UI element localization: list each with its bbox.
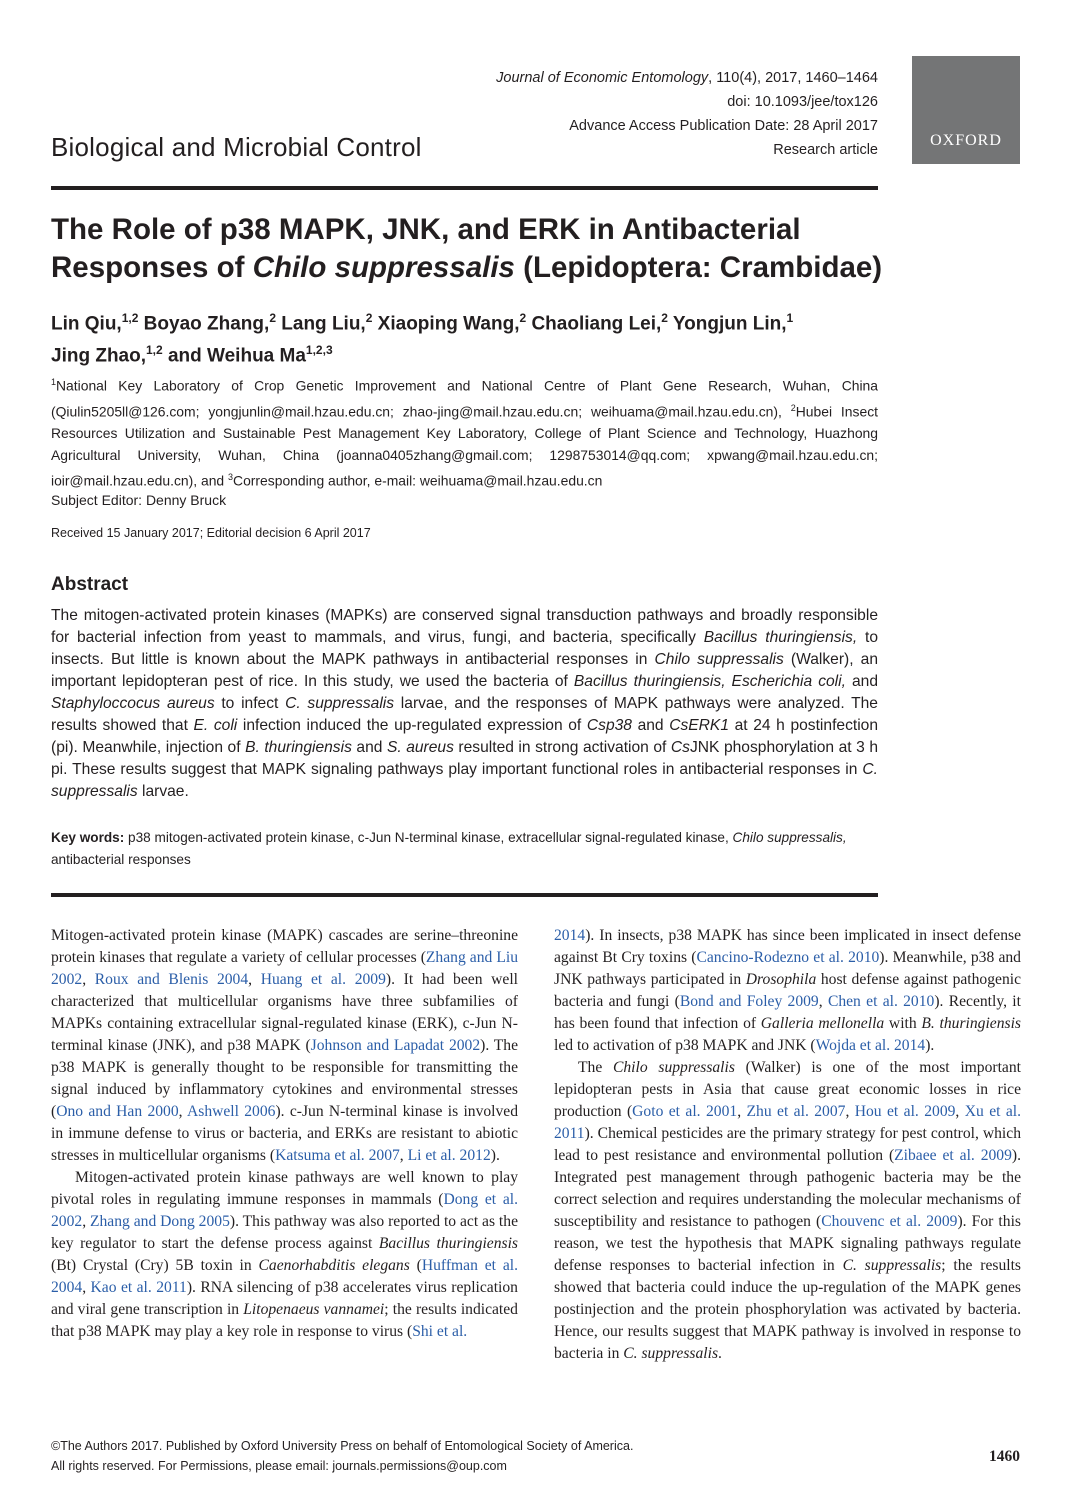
title-species: Chilo suppressalis xyxy=(252,251,515,284)
italic-term: C. suppressalis xyxy=(51,761,878,800)
italic-term: B. thuringiensis xyxy=(921,1015,1021,1032)
italic-term: Csp38 xyxy=(586,717,632,734)
italic-term: Staphyloccocus aureus xyxy=(51,695,215,712)
text-run: ; the results showed that bacteria could induce the up-regulation of the MAPK genes postinjection and the protein phosphorylation was activated by bacteria. Hence, our results suggest that MAPK pathway is involved in response to bacteria in xyxy=(554,1257,1021,1362)
citation-link[interactable]: Chouvenc et al. 2009 xyxy=(821,1213,958,1230)
citation-link[interactable]: 2014 xyxy=(554,927,586,944)
author: Xiaoping Wang, xyxy=(372,313,520,335)
body-paragraph xyxy=(554,925,1021,1057)
text-run: , xyxy=(248,971,261,988)
keywords-rest: antibacterial responses xyxy=(51,852,191,867)
text-run: ). It had been well characterized that multicellular organisms have three subfamilies of MAPKs containing extracellular signal-regulated kinase (ERK), c-Jun N-terminal kinase (JNK), and p38 MAPK ( xyxy=(51,971,519,1054)
citation-link[interactable]: Li et al. 2012 xyxy=(407,1147,491,1164)
author-affiliation-marker: 1,2 xyxy=(146,343,163,358)
italic-term: Galleria mellonella xyxy=(760,1015,885,1032)
header-rule xyxy=(51,186,878,190)
text-run: ). xyxy=(925,1037,935,1054)
citation-link[interactable]: Wojda et al. 2014 xyxy=(815,1037,926,1054)
text-run: The xyxy=(578,1059,613,1076)
author-affiliation-marker: 1,2,3 xyxy=(305,343,333,358)
affiliation-2: Hubei Insect Resources Utilization and Sustainable Pest Management Key Laboratory, College of Plant Science and Technology, Huazhong Agricultural University, Wuhan, China (joanna0405zhang@gmail.com; 1298753014@qq.com; xpwang@mail.hzau.edu.cn; ioir@mail.hzau.edu.cn), and xyxy=(51,403,878,489)
journal-citation xyxy=(440,66,878,90)
citation-link[interactable]: Zhang and Dong 2005 xyxy=(89,1213,230,1230)
text-run: and xyxy=(631,717,670,734)
journal-meta xyxy=(440,66,878,162)
author-affiliation-marker: 2 xyxy=(365,311,373,325)
footer-copyright xyxy=(51,1436,633,1476)
italic-term: Drosophila xyxy=(745,971,817,988)
author-affiliation-marker: 1 xyxy=(786,311,794,325)
subject-editor: Subject Editor: Denny Bruck xyxy=(51,492,227,508)
author-affiliation-marker: 2 xyxy=(519,311,527,325)
text-run: resulted in strong activation of xyxy=(453,739,671,756)
body-column-right xyxy=(554,925,1021,1365)
citation-link[interactable]: Chen et al. 2010 xyxy=(827,993,935,1010)
affiliation-marker: 1 xyxy=(51,377,57,387)
keywords-label: Key words: xyxy=(51,830,125,845)
doi[interactable]: doi: 10.1093/jee/tox126 xyxy=(727,94,878,110)
text-run: (Walker) is one of the most important lepidopteran pests in Asia that cause great economic losses in rice production ( xyxy=(554,1059,1021,1120)
received-dates: Received 15 January 2017; Editorial decision 6 April 2017 xyxy=(51,526,371,540)
text-run: ). For this reason, we test the hypothesis that MAPK signaling pathways regulate defense responses to bacterial infection in xyxy=(554,1213,1021,1274)
text-run: Mitogen-activated protein kinase pathways are well known to play pivotal roles in regulating immune responses in mammals ( xyxy=(51,1169,518,1208)
keywords xyxy=(51,827,878,871)
author-affiliation-marker: 1,2 xyxy=(121,311,139,325)
text-run: ). This pathway was also reported to act as the key regulator to start the defense process against xyxy=(51,1213,518,1252)
text-run: , xyxy=(178,1103,187,1120)
citation-link[interactable]: Goto et al. 2001 xyxy=(632,1103,738,1120)
italic-term: Cs xyxy=(670,739,690,756)
text-run: ). Chemical pesticides are the primary strategy for pest control, which lead to pest resistance and environmental pollution ( xyxy=(554,1125,1021,1164)
citation-link[interactable]: Ono and Han 2000 xyxy=(56,1103,179,1120)
keywords-text: p38 mitogen-activated protein kinase, c-Jun N-terminal kinase, extracellular signal-regulated kinase, xyxy=(124,830,733,845)
title-order: (Lepidoptera: Crambidae) xyxy=(514,251,883,284)
page-number: 1460 xyxy=(989,1448,1020,1465)
text-run: The mitogen-activated protein kinases (MAPKs) are conserved signal transduction pathways and broadly responsible for bacterial infection from yeast to mammals, and virus, fungi, and bacteria, specifically xyxy=(51,607,878,646)
paper-title xyxy=(51,211,891,287)
citation-link[interactable]: Bond and Foley 2009 xyxy=(679,993,819,1010)
keywords-species: Chilo suppressalis, xyxy=(732,830,847,845)
abstract-rule xyxy=(51,893,878,897)
section-title: Biological and Microbial Control xyxy=(51,132,422,162)
text-run: JNK phosphorylation at 3 h pi. These results suggest that MAPK signaling pathways play important functional roles in antibacterial responses in xyxy=(51,739,878,778)
affiliation-1: National Key Laboratory of Crop Genetic Improvement and National Centre of Plant Gene Research, Wuhan, China (Qiulin5205ll@126.com; yongjunlin@mail.hzau.edu.cn; zhao-jing@mail.hzau.edu.cn; weihuama@mail.hzau.edu.cn), xyxy=(51,377,878,420)
body-column-left xyxy=(51,925,518,1343)
abstract-body xyxy=(51,605,878,803)
abstract-heading: Abstract xyxy=(51,574,129,595)
italic-term: C. suppressalis xyxy=(842,1257,942,1274)
publisher-logo-text: OXFORD xyxy=(930,132,1002,149)
citation-link[interactable]: Shi et al. xyxy=(412,1323,468,1340)
italic-term: Bacillus thuringiensis, xyxy=(703,629,858,646)
text-run: host defense against pathogenic bacteria and fungi ( xyxy=(554,971,1022,1010)
italic-term: Litopenaeus vannamei xyxy=(243,1301,385,1318)
author-list xyxy=(51,305,881,370)
author: Boyao Zhang, xyxy=(138,313,270,335)
text-run: and xyxy=(351,739,387,756)
citation-link[interactable]: Roux and Blenis 2004 xyxy=(94,971,249,988)
body-paragraph xyxy=(51,925,518,1167)
italic-term: S. aureus xyxy=(386,739,454,756)
citation-link[interactable]: Xu et al. 2011 xyxy=(554,1103,1022,1142)
text-run: infection induced the up-regulated expression of xyxy=(237,717,587,734)
text-run: to insects. But little is known about the MAPK pathways in antibacterial responses in xyxy=(51,629,878,668)
citation-link[interactable]: Zibaee et al. 2009 xyxy=(894,1147,1012,1164)
author: Jing Zhao, xyxy=(51,345,146,367)
text-run: , xyxy=(955,1103,965,1120)
publication-date: Advance Access Publication Date: 28 April 2017 xyxy=(569,118,878,134)
journal-title: Journal of Economic Entomology xyxy=(496,70,709,86)
author-affiliation-marker: 2 xyxy=(661,311,668,325)
text-run: ( xyxy=(409,1257,422,1274)
author: Yongjun Lin, xyxy=(667,313,787,335)
text-run: at 24 h postinfection (pi). Meanwhile, injection of xyxy=(51,717,879,756)
text-run: ). c-Jun N-terminal kinase is involved in immune defense to virus or bacteria, and ERKs are resistant to abiotic stresses in multicellular organisms ( xyxy=(51,1103,519,1164)
citation-link[interactable]: Dong et al. 2002 xyxy=(51,1191,518,1230)
text-run: larvae, and the responses of MAPK pathways were analyzed. The results showed that xyxy=(51,695,878,734)
text-run: , xyxy=(399,1147,408,1164)
text-run: led to activation of p38 MAPK and JNK ( xyxy=(554,1037,816,1054)
italic-term: E. coli xyxy=(193,717,238,734)
text-run: (Bt) Crystal (Cry) 5B toxin in xyxy=(51,1257,259,1274)
citation-link[interactable]: Ashwell 2006 xyxy=(186,1103,276,1120)
italic-term: Bacillus thuringiensis xyxy=(378,1235,518,1252)
body-paragraph xyxy=(554,1057,1021,1365)
italic-term: CsERK1 xyxy=(669,717,729,734)
text-run: Mitogen-activated protein kinase (MAPK) cascades are serine–threonine protein kinases that regulate a variety of cellular processes ( xyxy=(51,927,518,966)
text-run: ). xyxy=(490,1147,500,1164)
text-run: , xyxy=(82,1213,90,1230)
citation-link[interactable]: Katsuma et al. 2007 xyxy=(275,1147,400,1164)
italic-term: Bacillus thuringiensis, Escherichia coli, xyxy=(573,673,846,690)
copyright-line: ©The Authors 2017. Published by Oxford University Press on behalf of Entomological Society of America. xyxy=(51,1439,634,1453)
text-run: ). Meanwhile, p38 and JNK pathways participated in xyxy=(554,949,1021,988)
text-run: larvae. xyxy=(137,783,189,800)
author-affiliation-marker: 2 xyxy=(269,311,276,325)
affiliations xyxy=(51,371,878,492)
citation-link[interactable]: Huang et al. 2009 xyxy=(260,971,386,988)
text-run: , xyxy=(82,971,95,988)
citation-link[interactable]: Zhu et al. 2007 xyxy=(746,1103,846,1120)
text-run: ; the results indicated that p38 MAPK may play a key role in response to virus ( xyxy=(51,1301,518,1340)
text-run: , xyxy=(82,1279,91,1296)
italic-term: C. suppressalis xyxy=(623,1345,719,1362)
text-run: ). In insects, p38 MAPK has since been implicated in insect defense against Bt Cry toxins ( xyxy=(554,927,1021,966)
article-type: Research article xyxy=(773,142,878,158)
journal-volume-pages: , 110(4), 2017, 1460–1464 xyxy=(708,70,878,86)
title-text: The Role of p38 MAPK, JNK, and ERK in Antibacterial Responses of xyxy=(51,213,801,284)
text-run: to infect xyxy=(214,695,286,712)
publisher-logo xyxy=(912,56,1020,164)
italic-term: Chilo suppressalis xyxy=(612,1059,735,1076)
author: Lin Qiu, xyxy=(51,313,122,335)
corresponding-author: Corresponding author, e-mail: weihuama@mail.hzau.edu.cn xyxy=(233,472,603,489)
citation-link[interactable]: Hou et al. 2009 xyxy=(854,1103,956,1120)
citation-link[interactable]: Zhang and Liu 2002 xyxy=(51,949,518,988)
citation-link[interactable]: Cancino-Rodezno et al. 2010 xyxy=(696,949,880,966)
text-run: with xyxy=(884,1015,922,1032)
text-run: (Walker), an important lepidopteran pest of rice. In this study, we used the bacteria of xyxy=(51,651,879,690)
text-run: , xyxy=(737,1103,747,1120)
citation-link[interactable]: Johnson and Lapadat 2002 xyxy=(310,1037,481,1054)
italic-term: C. suppressalis xyxy=(285,695,395,712)
citation-link[interactable]: Huffman et al. 2004 xyxy=(51,1257,519,1296)
italic-term: B. thuringiensis xyxy=(245,739,352,756)
text-run: and xyxy=(845,673,878,690)
italic-term: Chilo suppressalis xyxy=(654,651,784,668)
text-run: ). Integrated pest management through pathogenic bacteria may be the correct selection and requires understanding the molecular mechanisms of susceptibility and resistance to pathogen ( xyxy=(554,1147,1021,1230)
text-run: . xyxy=(718,1345,722,1362)
permissions-line: All rights reserved. For Permissions, please email: journals.permissions@oup.com xyxy=(51,1459,507,1473)
text-run: , xyxy=(818,993,828,1010)
body-paragraph xyxy=(51,1167,518,1343)
author: Lang Liu, xyxy=(276,313,366,335)
text-run: ). RNA silencing of p38 accelerates virus replication and viral gene transcription in xyxy=(51,1279,518,1318)
citation-link[interactable]: Kao et al. 2011 xyxy=(90,1279,187,1296)
author: and Weihua Ma xyxy=(162,345,306,367)
author: Chaoliang Lei, xyxy=(526,313,662,335)
text-run: ). Recently, it has been found that infection of xyxy=(554,993,1021,1032)
affiliation-marker: 2 xyxy=(790,402,796,413)
italic-term: Caenorhabditis elegans xyxy=(258,1257,410,1274)
affiliation-marker: 3 xyxy=(228,472,234,483)
text-run: , xyxy=(845,1103,855,1120)
text-run: ). The p38 MAPK is generally thought to be responsible for transmitting the signal induced by inflammatory cytokines and environmental stresses ( xyxy=(51,1037,518,1120)
